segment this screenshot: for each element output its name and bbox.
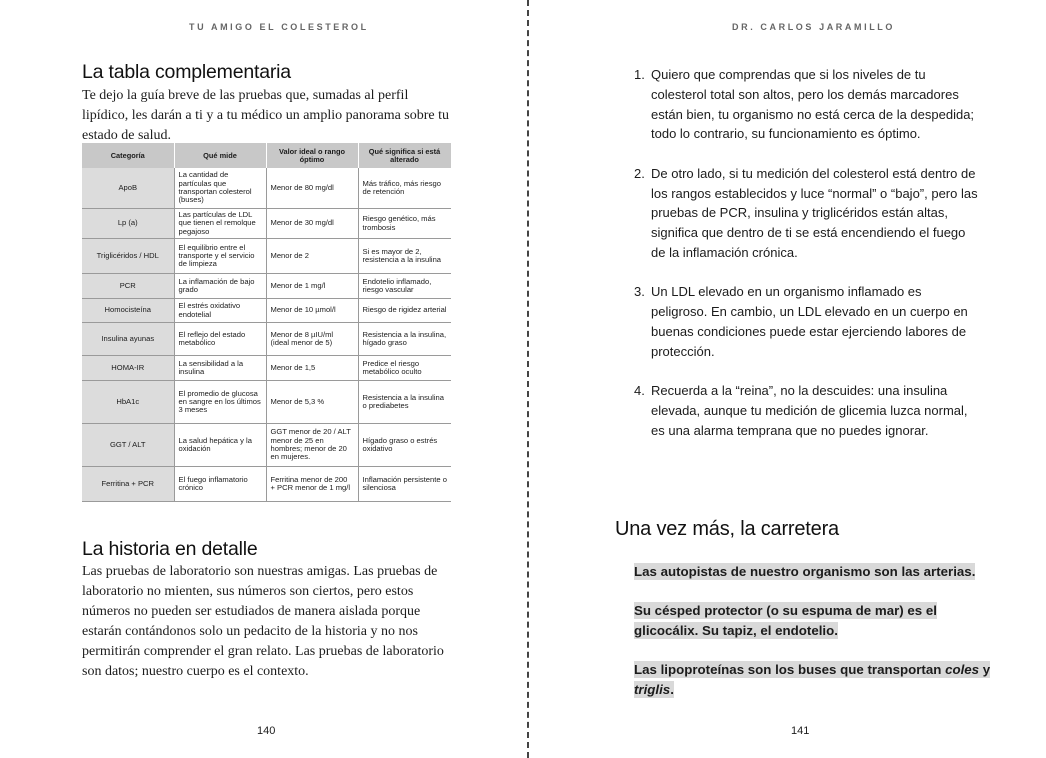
table-row xyxy=(82,239,451,274)
table-cell-category: PCR xyxy=(82,274,174,299)
table-cell-category: HbA1c xyxy=(82,381,174,424)
table-cell-category: Ferritina + PCR xyxy=(82,467,174,502)
table-cell-measures: La cantidad de partículas que transportan colesterol (buses) xyxy=(174,168,266,209)
numbered-points-list xyxy=(634,65,979,460)
table-cell-measures: El fuego inflamatorio crónico xyxy=(174,467,266,502)
table-cell-category: Insulina ayunas xyxy=(82,323,174,356)
table-cell-meaning: Riesgo genético, más trombosis xyxy=(358,209,451,239)
page-number-right: 141 xyxy=(791,725,810,737)
page-number-left: 140 xyxy=(257,725,276,737)
section-title-carretera: Una vez más, la carretera xyxy=(615,518,839,540)
table-cell-ideal-value: Menor de 10 µmol/l xyxy=(266,299,358,323)
list-item-number: 3. xyxy=(634,284,645,300)
table-cell-meaning: Endotelio inflamado, riesgo vascular xyxy=(358,274,451,299)
running-head-right: DR. CARLOS JARAMILLO xyxy=(732,22,895,32)
table-cell-category: Homocisteína xyxy=(82,299,174,323)
table-cell-measures: La salud hepática y la oxidación xyxy=(174,424,266,467)
table-cell-meaning: Más tráfico, más riesgo de retención xyxy=(358,168,451,209)
table-row xyxy=(82,323,451,356)
highlighted-statement xyxy=(634,601,994,641)
table-cell-category: GGT / ALT xyxy=(82,424,174,467)
highlighted-statement xyxy=(634,660,994,700)
highlight-text: Las lipoproteínas son los buses que transportan xyxy=(634,662,946,677)
highlighted-statement xyxy=(634,562,994,582)
table-cell-meaning: Resistencia a la insulina o prediabetes xyxy=(358,381,451,424)
table-cell-category: Lp (a) xyxy=(82,209,174,239)
highlight-text: . xyxy=(670,682,674,697)
list-item xyxy=(634,65,979,144)
table-cell-ideal-value: Menor de 1 mg/l xyxy=(266,274,358,299)
running-head-left: TU AMIGO EL COLESTEROL xyxy=(189,22,369,32)
table-row xyxy=(82,274,451,299)
table-cell-meaning: Si es mayor de 2, resistencia a la insulina xyxy=(358,239,451,274)
table-header-row xyxy=(82,143,451,168)
table-cell-meaning: Resistencia a la insulina, hígado graso xyxy=(358,323,451,356)
highlight-text: y xyxy=(982,662,991,677)
list-item xyxy=(634,164,979,263)
highlight-text: Su césped protector (o su espuma de mar) es el glicocálix. Su tapiz, el endotelio. xyxy=(634,603,937,638)
highlight-text: Las autopistas de nuestro organismo son las arterias. xyxy=(634,564,976,579)
table-row xyxy=(82,424,451,467)
table-cell-measures: La sensibilidad a la insulina xyxy=(174,356,266,381)
table-cell-measures: El reflejo del estado metabólico xyxy=(174,323,266,356)
table-cell-measures: El equilibrio entre el transporte y el servicio de limpieza xyxy=(174,239,266,274)
table-row xyxy=(82,381,451,424)
table-cell-measures: El promedio de glucosa en sangre en los últimos 3 meses xyxy=(174,381,266,424)
list-item-number: 2. xyxy=(634,165,645,181)
list-item-number: 4. xyxy=(634,383,645,399)
table-header-cell: Qué mide xyxy=(174,143,266,168)
highlight-italic-triglis: triglis xyxy=(634,682,671,697)
table-header-cell: Valor ideal o rango óptimo xyxy=(266,143,358,168)
table-cell-meaning: Inflamación persistente o silenciosa xyxy=(358,467,451,502)
list-item-text: Un LDL elevado en un organismo inflamado es peligroso. En cambio, un LDL elevado en un cuerpo en buenas condiciones puede estar ejerciendo labores de protección. xyxy=(651,284,968,359)
table-cell-ideal-value: GGT menor de 20 / ALT menor de 25 en hombres; menor de 20 en mujeres. xyxy=(266,424,358,467)
table-cell-meaning: Riesgo de rigidez arterial xyxy=(358,299,451,323)
list-item-text: De otro lado, si tu medición del colesterol está dentro de los rangos establecidos y luce “normal” o “bajo”, pero las pruebas de PCR, insulina y triglicéridos están altas, significa que dentro de ti se está encendiendo el fuego de la inflamación crónica. xyxy=(651,165,978,260)
table-header-cell: Qué significa si está alterado xyxy=(358,143,451,168)
section-title-historia: La historia en detalle xyxy=(82,538,258,560)
table-cell-measures: Las partículas de LDL que tienen el remolque pegajoso xyxy=(174,209,266,239)
table-row xyxy=(82,209,451,239)
table-row xyxy=(82,299,451,323)
lab-tests-table xyxy=(82,143,452,502)
table-cell-measures: La inflamación de bajo grado xyxy=(174,274,266,299)
list-item xyxy=(634,381,979,440)
highlight-italic-coles: coles xyxy=(945,662,980,677)
table-cell-ideal-value: Menor de 8 µIU/ml (ideal menor de 5) xyxy=(266,323,358,356)
table-cell-category: HOMA-IR xyxy=(82,356,174,381)
table-cell-ideal-value: Menor de 30 mg/dl xyxy=(266,209,358,239)
table-cell-ideal-value: Ferritina menor de 200 + PCR menor de 1 mg/l xyxy=(266,467,358,502)
section-body-historia: Las pruebas de laboratorio son nuestras amigas. Las pruebas de laboratorio no mienten, sus números son ciertos, pero estos números no pueden ser estudiados de manera aislada porque estarán contándonos solo un pedacito de la historia y no nos permitirán comprender el gran relato. Las pruebas de laboratorio son datos; nuestro cuerpo es el contexto. xyxy=(82,564,444,679)
table-header-cell: Categoría xyxy=(82,143,174,168)
table-cell-meaning: Hígado graso o estrés oxidativo xyxy=(358,424,451,467)
table-cell-ideal-value: Menor de 1,5 xyxy=(266,356,358,381)
table-cell-measures: El estrés oxidativo endotelial xyxy=(174,299,266,323)
list-item-text: Recuerda a la “reina”, no la descuides: una insulina elevada, aunque tu medición de glicemia luzca normal, es una alarma temprana que no puedes ignorar. xyxy=(651,383,968,438)
table-cell-meaning: Predice el riesgo metabólico oculto xyxy=(358,356,451,381)
table-cell-ideal-value: Menor de 5,3 % xyxy=(266,381,358,424)
table-row xyxy=(82,356,451,381)
table-cell-category: ApoB xyxy=(82,168,174,209)
list-item-text: Quiero que comprendas que si los niveles de tu colesterol total son altos, pero los demás marcadores están bien, tu organismo no está cerca de la despedida; todo lo contrario, su funcionamiento es óptimo. xyxy=(651,67,975,142)
section-title-tabla: La tabla complementaria xyxy=(82,61,291,83)
section-intro-tabla: Te dejo la guía breve de las pruebas que, sumadas al perfil lipídico, les darán a ti y a tu médico un amplio panorama sobre tu estado de salud. xyxy=(82,88,450,143)
table-cell-ideal-value: Menor de 2 xyxy=(266,239,358,274)
list-item-number: 1. xyxy=(634,67,645,82)
list-item xyxy=(634,282,979,361)
table-cell-category: Triglicéridos / HDL xyxy=(82,239,174,274)
table-row xyxy=(82,467,451,502)
table-cell-ideal-value: Menor de 80 mg/dl xyxy=(266,168,358,209)
table-row xyxy=(82,168,451,209)
